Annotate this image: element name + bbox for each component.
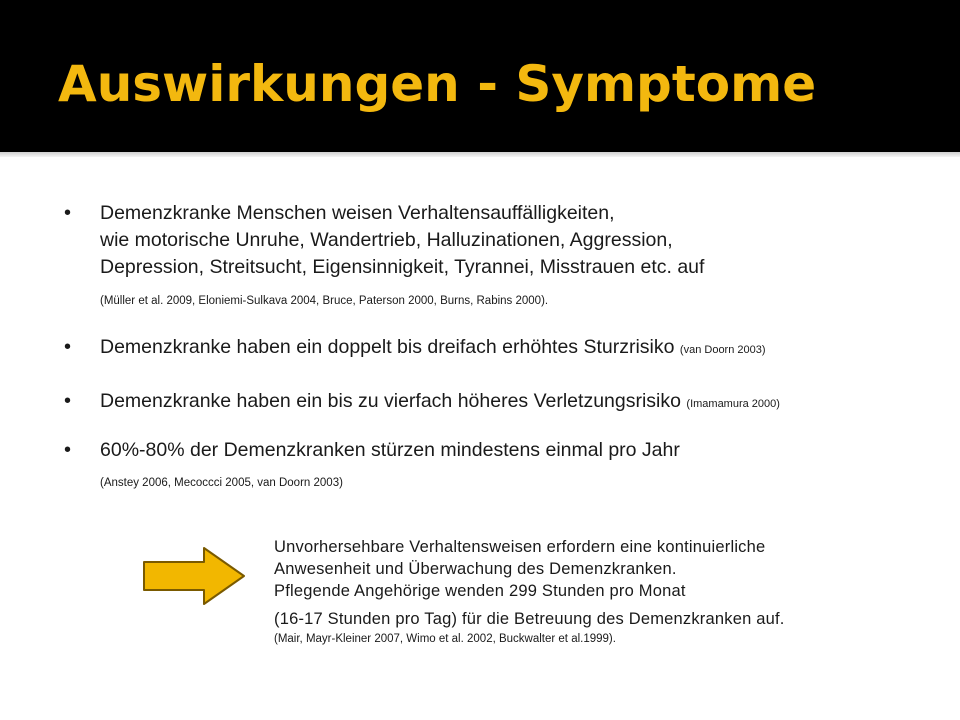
bullet-line: Demenzkranke haben ein doppelt bis dreifach erhöhtes Sturzrisiko bbox=[100, 336, 675, 358]
title-bar bbox=[0, 0, 960, 152]
bullet-line: wie motorische Unruhe, Wandertrieb, Halluzinationen, Aggression, bbox=[100, 229, 673, 251]
right-arrow-icon bbox=[142, 546, 246, 606]
slide-title: Auswirkungen - Symptome bbox=[58, 55, 817, 113]
bullet-text bbox=[100, 200, 704, 281]
conclusion-line: Anwesenheit und Überwachung des Demenzkranken. bbox=[274, 560, 677, 578]
bullet-icon: • bbox=[64, 202, 72, 224]
bullet-line: Depression, Streitsucht, Eigensinnigkeit, Tyrannei, Misstrauen etc. auf bbox=[100, 256, 705, 278]
bullet-line: Demenzkranke haben ein bis zu vierfach höheres Verletzungsrisiko bbox=[100, 390, 681, 412]
bullet-citation: (Anstey 2006, Mecoccci 2005, van Doorn 2003) bbox=[100, 477, 343, 489]
conclusion-line: (16-17 Stunden pro Tag) für die Betreuung des Demenzkranken auf. bbox=[274, 610, 785, 628]
bullet-citation: (Müller et al. 2009, Eloniemi-Sulkava 2004, Bruce, Paterson 2000, Burns, Rabins 2000). bbox=[100, 295, 549, 307]
bullet-citation: (Imamamura 2000) bbox=[686, 398, 780, 410]
conclusion-block bbox=[274, 536, 914, 648]
bullet-line: 60%-80% der Demenzkranken stürzen mindestens einmal pro Jahr bbox=[100, 439, 680, 461]
bullet-icon: • bbox=[64, 336, 72, 358]
bullet-icon: • bbox=[64, 390, 72, 412]
bullet-line: Demenzkranke Menschen weisen Verhaltensauffälligkeiten, bbox=[100, 202, 615, 224]
title-divider bbox=[0, 152, 960, 157]
bullet-icon: • bbox=[64, 439, 72, 461]
bullet-text bbox=[100, 334, 766, 364]
conclusion-line: Unvorhersehbare Verhaltensweisen erfordern eine kontinuierliche bbox=[274, 538, 766, 556]
bullet-text bbox=[100, 388, 780, 418]
bullet-citation: (van Doorn 2003) bbox=[679, 344, 766, 356]
conclusion-citation: (Mair, Mayr-Kleiner 2007, Wimo et al. 2002, Buckwalter et al.1999). bbox=[274, 633, 616, 645]
conclusion-line: Pflegende Angehörige wenden 299 Stunden pro Monat bbox=[274, 582, 686, 600]
bullet-text bbox=[100, 437, 680, 464]
